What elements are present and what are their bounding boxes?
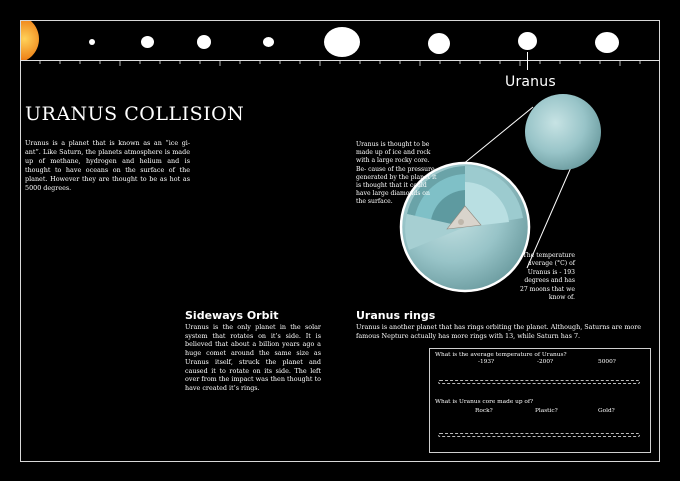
page-title: URANUS COLLISION [25, 103, 245, 125]
distance-ruler [20, 60, 660, 68]
uranus-globe [525, 94, 601, 170]
quiz-1-option-b[interactable]: -200? [537, 359, 554, 365]
quiz-2-option-c[interactable]: Gold? [598, 408, 615, 414]
sideways-orbit-heading: Sideways Orbit [185, 309, 279, 322]
temperature-note: The temperature average (°C) of Uranus is - 193 degrees and has 27 moons that we know of. [519, 252, 575, 302]
quiz-question-2: What is Uranus core made up of? [435, 399, 534, 405]
uranus-label: Uranus [505, 74, 556, 90]
uranus-callout-line [527, 52, 528, 70]
planet-strip [21, 21, 659, 60]
planet-venus [141, 36, 154, 48]
quiz-box [429, 348, 651, 453]
planet-mercury [89, 39, 95, 45]
quiz-1-option-c[interactable]: 5000? [598, 359, 616, 365]
core-composition-note: Uranus is thought to be made up of ice and rock with a large rocky core. Be- cause of the pressure generated by the planet it is thought that it could have large diamonds on the surface. [356, 141, 437, 206]
uranus-rings-heading: Uranus rings [356, 309, 436, 322]
sun-image [21, 21, 39, 60]
quiz-2-answer-line[interactable] [438, 433, 640, 437]
planet-jupiter [324, 27, 360, 57]
planet-earth [197, 35, 211, 49]
planet-mars [263, 37, 274, 47]
intro-paragraph: Uranus is a planet that is known as an “ice gi- ant”. Like Saturn, the planets atmosphere is made up of methane, hydrogen and helium and is thought to have oceans on the surface of the planet. However they are thought to be as hot as 5000 degrees. [25, 139, 190, 192]
quiz-1-option-a[interactable]: -193? [478, 359, 495, 365]
quiz-2-option-a[interactable]: Rock? [475, 408, 493, 414]
planet-saturn [428, 33, 450, 54]
planet-neptune [595, 32, 619, 53]
planet-uranus [518, 32, 537, 50]
quiz-question-1: What is the average temperature of Uranus? [435, 352, 567, 358]
quiz-1-answer-line[interactable] [438, 380, 640, 384]
sideways-orbit-body: Uranus is the only planet in the solar system that rotates on it’s side. It is believed that about a billion years ago a huge comet around the same size as Uranus itself, struck the planet and caused it to rotate on its side. The left over from the impact was then thought to have created it’s rings. [185, 323, 321, 392]
uranus-rings-body: Uranus is another planet that has rings orbiting the planet. Although, Saturns are more famous Nepture actually has more rings with 13, while Saturn has 7. [356, 323, 642, 340]
quiz-2-option-b[interactable]: Plastic? [535, 408, 558, 414]
